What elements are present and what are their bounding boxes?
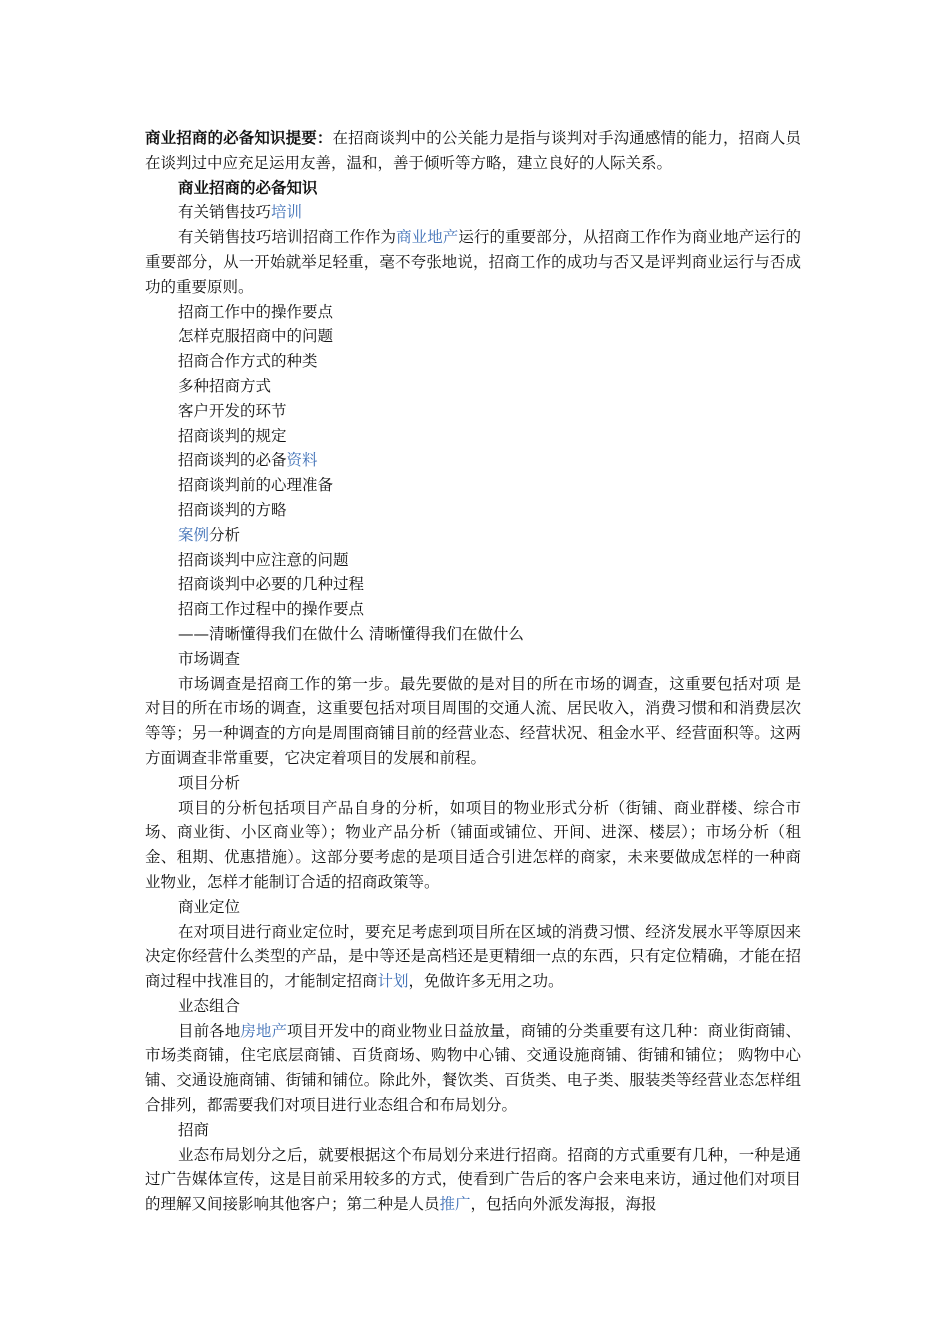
toc-item: 客户开发的环节 — [178, 401, 287, 420]
summary-paragraph — [145, 126, 801, 176]
toc-item: 招商谈判的方略 — [178, 500, 287, 519]
toc-item — [145, 523, 801, 548]
invest-paragraph — [145, 1143, 801, 1217]
position-paragraph — [145, 920, 801, 994]
realestate-link[interactable]: 房地产 — [240, 1021, 288, 1040]
market-paragraph: 市场调查是招商工作的第一步。最先要做的是对目的所在市场的调查，这重要包括对项 是对目的所在市场的调查，这重要包括对项目周围的交通人流、居民收入，消费习惯和和消费层次等等；另一种调查的方向是周围商铺目前的经营业态、经营状况、租金水平、经营面积等。这两方面调查非常重要，它决定着项目的发展和前程。 — [145, 674, 801, 767]
sales-text-pre: 有关销售技巧培训招商工作作为 — [178, 228, 397, 247]
position-text-pre: 在对项目进行商业定位时，要充足考虑到项目所在区域的消费习惯、经济发展水平等原因来决定你经营什么类型的产品，是中等还是高档还是更精细一点的东西，只有定位精确，才能在招商过程中找准目的，才能制定招商 — [145, 922, 801, 991]
sales-text-post: 运行的重要部分，从招商工作作为商业地产运行的重要部分，从一开始就举足轻重，毫不夸张地说，招商工作的成功与否又是评判商业运行与否成功的重要原则。 — [145, 228, 801, 296]
toc-item: ——清晰懂得我们在做什么 清晰懂得我们在做什么 — [178, 624, 524, 643]
invest-text-post: ，包括向外派发海报，海报 — [470, 1195, 657, 1214]
section-title-invest: 招商 — [178, 1120, 210, 1139]
sales-paragraph — [145, 225, 801, 299]
promotion-link[interactable]: 推广 — [439, 1195, 471, 1214]
toc-item-text: 招商谈判的必备 — [178, 451, 287, 470]
toc-item: 招商谈判中必要的几种过程 — [178, 575, 365, 594]
case-link[interactable]: 案例 — [178, 525, 210, 544]
sales-title-text: 有关销售技巧 — [178, 203, 272, 222]
plan-link[interactable]: 计划 — [377, 972, 409, 991]
toc-item: 招商谈判中应注意的问题 — [178, 550, 349, 569]
summary-text: 在招商谈判中的公关能力是指与谈判对手沟通感情的能力，招商人员在谈判过中应充足运用友善，温和，善于倾听等方略，建立良好的人际关系。 — [145, 129, 801, 172]
toc-item — [145, 448, 801, 473]
project-paragraph: 项目的分析包括项目产品自身的分析，如项目的物业形式分析（街铺、商业群楼、综合市场、商业街、小区商业等）；物业产品分析（铺面或铺位、开间、进深、楼层）；市场分析（租金、租期、优惠措施）。这部分要考虑的是项目适合引进怎样的商家，未来要做成怎样的一种商业物业，怎样才能制订合适的招商政策等。 — [145, 798, 801, 891]
section-title-market: 市场调查 — [178, 649, 241, 668]
toc-item: 招商工作中的操作要点 — [178, 302, 334, 321]
toc-item: 招商工作过程中的操作要点 — [178, 600, 365, 619]
main-heading: 商业招商的必备知识 — [178, 178, 318, 197]
section-title-position: 商业定位 — [178, 897, 241, 916]
toc-item: 招商谈判的规定 — [178, 426, 287, 445]
toc-item: 招商谈判前的心理准备 — [178, 476, 334, 495]
format-text-pre: 目前各地 — [178, 1021, 241, 1040]
sales-title — [145, 200, 801, 225]
toc-item: 多种招商方式 — [178, 376, 272, 395]
commercial-realestate-link[interactable]: 商业地产 — [396, 228, 459, 247]
training-link[interactable]: 培训 — [271, 203, 303, 222]
invest-text-pre: 业态布局划分之后，就要根据这个布局划分来进行招商。招商的方式重要有几种，一种是通过广告媒体宣传，这是目前采用较多的方式，使看到广告后的客户会来电来访，通过他们对项目的理解又间接影响其他客户；第二种是人员 — [145, 1145, 801, 1214]
toc-item-text: 分析 — [209, 525, 241, 544]
document-page — [145, 126, 801, 1217]
toc-item: 怎样克服招商中的问题 — [178, 327, 334, 346]
toc-item: 招商合作方式的种类 — [178, 352, 318, 371]
section-title-format: 业态组合 — [178, 996, 241, 1015]
format-text-post: 项目开发中的商业物业日益放量，商铺的分类重要有这几种：商业街商铺、市场类商铺，住宅底层商铺、百货商场、购物中心铺、交通设施商铺、街铺和铺位； 购物中心铺、交通设施商铺、街铺和铺位。除此外，餐饮类、百货类、电子类、服装类等经营业态怎样组合排列，都需要我们对项目进行业态组合和布局划分。 — [145, 1021, 801, 1115]
section-title-project: 项目分析 — [178, 773, 241, 792]
summary-label: 商业招商的必备知识提要： — [145, 129, 333, 147]
position-text-post: ，免做许多无用之功。 — [408, 972, 564, 991]
materials-link[interactable]: 资料 — [286, 451, 318, 470]
format-paragraph — [145, 1019, 801, 1118]
